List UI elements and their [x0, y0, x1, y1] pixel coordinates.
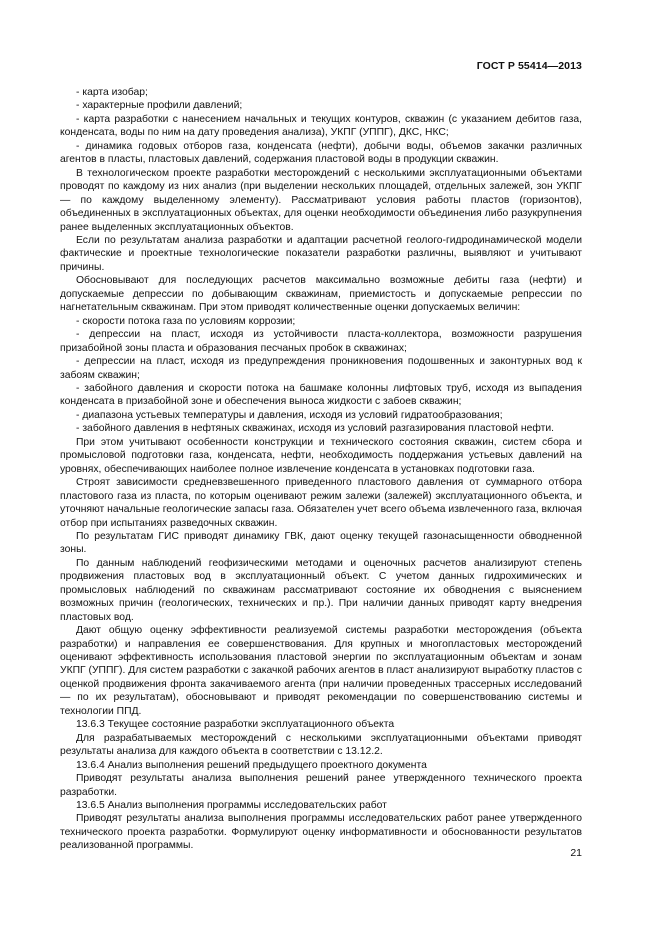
paragraph: При этом учитывают особенности конструкции и технического состояния скважин, систем сбора и промысловой подготовки газа, конденсата, нефти, необходимость поддержания устьевых давлений на уровнях, обеспечивающих наиболее полное извлечение конденсата в установках подготовки газа. — [60, 436, 582, 475]
paragraph: Строят зависимости средневзвешенного приведенного пластового давления от суммарного отбора пластового газа из пласта, по которым оценивают режим залежи (залежей) эксплуатационного объекта, и уточняют начальные геологические запасы газа. Обязателен учет всего объема извлеченного газа, включая отбор при испытаниях разведочных скважин. — [60, 477, 582, 529]
section-heading: 13.6.5 Анализ выполнения программы исследовательских работ — [76, 800, 387, 812]
standard-number: ГОСТ Р 55414—2013 — [476, 60, 582, 72]
paragraph: Дают общую оценку эффективности реализуемой системы разработки месторождения (объекта разработки) и направления ее совершенствования. Для крупных и многопластовых месторождений оценивают эффективность использования пластовой энергии по эксплуатационным объектам и зонам УКПГ (УППГ). Для систем разработки с закачкой рабочих агентов в пласт анализируют выработку пластов с оценкой продвижения фронта закачиваемого агента (при наличии проведенных трассерных исследований — по их результатам), обосновывают и приводят рекомендации по совершенствованию системы и технологии ППД. — [60, 625, 582, 717]
list-item: - депрессии на пласт, исходя из устойчивости пласта-коллектора, возможности разрушения призабойной зоны пласта и образования песчаных пробок в скважинах; — [60, 329, 582, 354]
list-item: - забойного давления в нефтяных скважинах, исходя из условий разгазирования пластовой нефти. — [76, 423, 555, 435]
list-item: - депрессии на пласт, исходя из предупреждения проникновения подошвенных и законтурных вод к забоям скважин; — [60, 356, 582, 381]
list-item: - динамика годовых отборов газа, конденсата (нефти), добычи воды, объемов закачки различных агентов в пласты, пластовых давлений, содержания пластовой воды в продукции скважин. — [60, 140, 582, 166]
section-heading: 13.6.4 Анализ выполнения решений предыдущего проектного документа — [76, 759, 427, 771]
section-heading: 13.6.3 Текущее состояние разработки эксплуатационного объекта — [76, 719, 395, 731]
paragraph: По результатам ГИС приводят динамику ГВК, дают оценку текущей газонасыщенности обводненной зоны. — [60, 530, 582, 556]
paragraph: По данным наблюдений геофизическими методами и оценочных расчетов анализируют степень продвижения пластовых вод в эксплуатационный объект. С учетом данных гидрохимических и промысловых наблюдений по скважинам рассматривают состояние их обводнения с выяснением возможных причин (геологических, технических и пр.). При наличии данных приводят карту внедрения пластовых вод. — [60, 557, 582, 623]
paragraph: Приводят результаты анализа выполнения решений ранее утвержденного технического проекта разработки. — [60, 773, 582, 798]
list-item: - карта изобар; — [76, 87, 148, 98]
paragraph: Для разрабатываемых месторождений с несколькими эксплуатационными объектами приводят результаты анализа для каждого объекта в соответствии с 13.12.2. — [60, 732, 582, 758]
list-item: - забойного давления и скорости потока на башмаке колонны лифтовых труб, исходя из выпадения конденсата в призабойной зоне и обеспечения выноса жидкости с забоев скважин; — [60, 382, 582, 408]
list-item: - скорости потока газа по условиям коррозии; — [76, 315, 296, 327]
document-body — [60, 86, 582, 853]
list-item: - диапазона устьевых температуры и давления, исходя из условий гидратообразования; — [76, 409, 503, 421]
list-item: - характерные профили давлений; — [76, 100, 243, 112]
paragraph: Обосновывают для последующих расчетов максимально возможные дебиты газа (нефти) и допускаемые депрессии по добывающим скважинам, приемистость и допускаемые репрессии по нагнетательным скважинам. При этом приводят количественные оценки допускаемых величин: — [60, 275, 582, 314]
paragraph: Если по результатам анализа разработки и адаптации расчетной геолого-гидродинамической модели фактические и проектные технологические показатели разработки различны, выявляют и учитывают причины. — [60, 234, 582, 273]
list-item: - карта разработки с нанесением начальных и текущих контуров, скважин (с указанием дебитов газа, конденсата, воды по ним на дату проведения анализа), УКПГ (УППГ), ДКС, НКС; — [60, 113, 582, 139]
paragraph: Приводят результаты анализа выполнения программы исследовательских работ ранее утвержденного технического проекта разработки. Формулируют оценку информативности и обоснованности результатов реализованной программы. — [60, 813, 582, 852]
page-number: 21 — [570, 847, 582, 859]
paragraph: В технологическом проекте разработки месторождений с несколькими эксплуатационными объектами проводят по каждому из них анализ (при выделении нескольких площадей, отдельных залежей, зон УКПГ — по каждому выделенному элементу). Рассматривают условия работы пластов (горизонтов), объединенных в эксплуатационных объектах, для оценки необходимости объединения либо разукрупнения ранее выделенных эксплуатационных объектов. — [60, 167, 582, 233]
